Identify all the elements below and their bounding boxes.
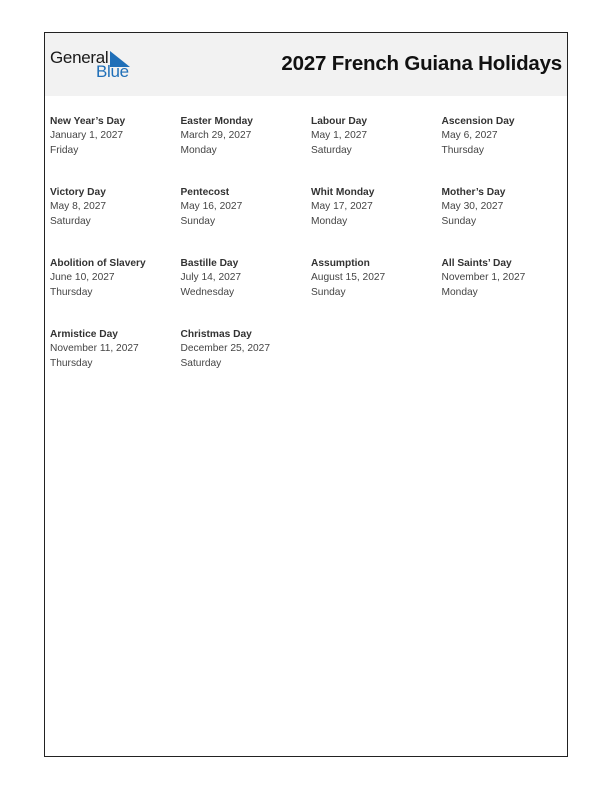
holiday-name: Christmas Day bbox=[180, 329, 252, 340]
holiday-item bbox=[442, 257, 573, 328]
page-frame bbox=[44, 32, 568, 757]
holiday-date: May 6, 2027 bbox=[441, 130, 498, 142]
holiday-item bbox=[50, 328, 181, 399]
holiday-name: Pentecost bbox=[180, 187, 230, 198]
holiday-item bbox=[50, 186, 181, 257]
holiday-date: August 15, 2027 bbox=[311, 272, 386, 284]
holiday-name: Assumption bbox=[311, 258, 370, 269]
holiday-weekday: Saturday bbox=[180, 357, 222, 369]
holiday-item bbox=[442, 186, 573, 257]
holiday-date: May 8, 2027 bbox=[50, 201, 107, 213]
holiday-name: Whit Monday bbox=[311, 187, 375, 198]
holiday-weekday: Sunday bbox=[311, 286, 346, 298]
holiday-weekday: Monday bbox=[311, 215, 348, 227]
holiday-item bbox=[181, 328, 312, 399]
holiday-item bbox=[311, 115, 442, 186]
holiday-date: July 14, 2027 bbox=[180, 272, 242, 284]
logo-general-text: General bbox=[50, 48, 109, 67]
holiday-weekday: Saturday bbox=[311, 144, 352, 156]
holiday-name: All Saints’ Day bbox=[441, 258, 512, 269]
holiday-item bbox=[442, 115, 573, 186]
holiday-date: November 11, 2027 bbox=[50, 343, 139, 355]
holiday-item bbox=[50, 257, 181, 328]
holiday-date: May 17, 2027 bbox=[311, 201, 373, 213]
holiday-name: Easter Monday bbox=[180, 116, 253, 127]
holiday-name: Armistice Day bbox=[50, 329, 118, 340]
holiday-weekday: Friday bbox=[50, 144, 79, 156]
holiday-weekday: Wednesday bbox=[180, 286, 235, 298]
logo-blue-text: Blue bbox=[96, 62, 129, 81]
holiday-item bbox=[181, 115, 312, 186]
holiday-item bbox=[311, 186, 442, 257]
holiday-date: January 1, 2027 bbox=[50, 130, 124, 142]
holiday-grid bbox=[50, 115, 570, 399]
holiday-date: November 1, 2027 bbox=[441, 272, 526, 284]
holiday-name: Labour Day bbox=[311, 116, 368, 127]
general-blue-logo bbox=[50, 49, 160, 83]
holiday-name: New Year’s Day bbox=[50, 116, 126, 127]
holiday-date: May 16, 2027 bbox=[180, 201, 243, 213]
holiday-name: Victory Day bbox=[50, 187, 106, 198]
holiday-weekday: Sunday bbox=[441, 215, 477, 227]
holiday-weekday: Thursday bbox=[50, 357, 93, 369]
holiday-date: June 10, 2027 bbox=[50, 272, 115, 284]
header-band bbox=[45, 33, 567, 96]
holiday-name: Ascension Day bbox=[441, 116, 515, 127]
holiday-weekday: Thursday bbox=[50, 286, 93, 298]
holiday-weekday: Monday bbox=[441, 286, 478, 298]
holiday-name: Bastille Day bbox=[180, 258, 239, 269]
holiday-name: Mother’s Day bbox=[441, 187, 506, 198]
holiday-item bbox=[311, 257, 442, 328]
holiday-date: December 25, 2027 bbox=[180, 343, 270, 355]
holiday-item bbox=[181, 186, 312, 257]
holiday-weekday: Sunday bbox=[180, 215, 216, 227]
holiday-item bbox=[50, 115, 181, 186]
holiday-date: May 30, 2027 bbox=[441, 201, 504, 213]
holiday-date: May 1, 2027 bbox=[311, 130, 368, 142]
holiday-weekday: Thursday bbox=[441, 144, 484, 156]
holiday-weekday: Monday bbox=[180, 144, 217, 156]
holiday-date: March 29, 2027 bbox=[180, 130, 252, 142]
page-title: 2027 French Guiana Holidays bbox=[281, 52, 562, 75]
holiday-weekday: Saturday bbox=[50, 215, 91, 227]
holiday-item bbox=[181, 257, 312, 328]
holiday-name: Abolition of Slavery bbox=[50, 258, 146, 269]
